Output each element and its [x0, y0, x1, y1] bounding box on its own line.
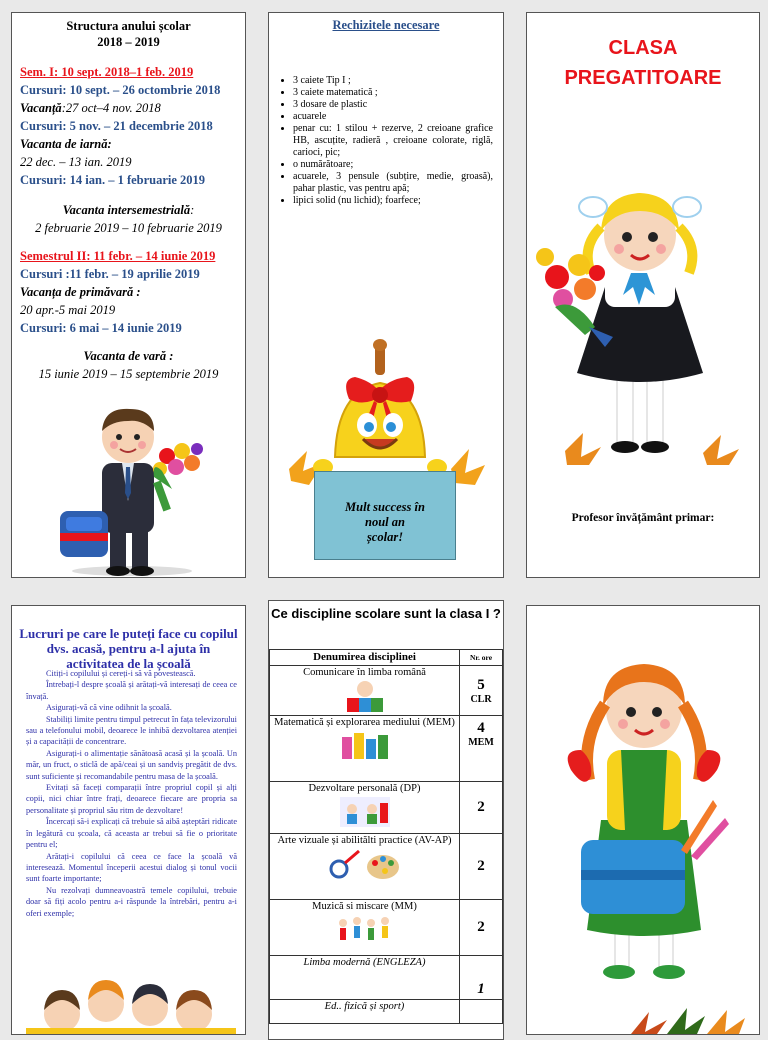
courses-4: Cursuri :11 febr. – 19 aprilie 2019	[20, 267, 200, 281]
column-header-hours: Nr. ore	[460, 650, 503, 666]
schoolboy-illustration	[42, 401, 222, 577]
table-row	[270, 1000, 503, 1024]
dancing-children-icon	[335, 915, 395, 945]
semester-1: Sem. I: 10 sept. 2018–1 feb. 2019	[20, 65, 194, 79]
supplies-list	[279, 75, 493, 207]
subject-name: Dezvoltare personală (DP)	[308, 783, 421, 794]
table-row	[270, 900, 503, 956]
supplies-item: • 3 caiete Tip I ;	[293, 75, 493, 87]
table-header-row	[270, 650, 503, 666]
column-header-name: Denumirea disciplinei	[270, 650, 460, 666]
table-row	[270, 956, 503, 1000]
sign-line: școlar!	[366, 530, 404, 544]
tip-paragraph: Asigurați-i o alimentație sănătoasă acasă și la școală. Un măr, un fruct, o sticlă de apă/ceai și un sandviș pregătit de dvs. sunt suficiente și recomandabile pentru masa de la școală.	[26, 748, 237, 781]
sign-line: noul an	[365, 515, 405, 529]
subject-abbr: CLR	[470, 693, 492, 705]
supplies-item: • lipici solid (nu lichid); foarfece;	[293, 195, 493, 207]
supplies-item: • acuarele, 3 pensule (subțire, medie, groasă), pahar plastic, vas pentru apă;	[293, 171, 493, 195]
autumn-leaves-icon	[627, 994, 747, 1034]
numbers-icon	[340, 731, 390, 763]
cover-panel	[526, 12, 760, 578]
subjects-title: Ce discipline scolare sunt la clasa I ?	[271, 606, 501, 621]
subject-name: Muzică si miscare (MM)	[312, 901, 417, 912]
classroom-icon	[340, 797, 390, 827]
illustration-panel	[526, 605, 760, 1035]
summer-vacation-label: Vacanta de vară :	[83, 349, 174, 363]
subject-hours: 5	[477, 676, 485, 693]
subject-name: Arte vizuale și abilitălti practice (AV-AP)	[277, 835, 452, 846]
winter-vacation-label: Vacanta de iarnă:	[20, 137, 112, 151]
tip-paragraph: Asigurați-vă că vine odihnit la școală.	[46, 703, 172, 713]
subject-name: Matematică și explorarea mediului (MEM)	[274, 717, 455, 728]
class-title-line2: PREGATITOARE	[564, 67, 722, 89]
supplies-item: • 3 caiete matematică ;	[293, 87, 493, 99]
subject-hours: 1	[477, 981, 485, 997]
tip-paragraph: Evitați să faceți comparații între propriul copil și alți copii, nici chiar între frați, deoarece fiecare are propria sa personalitate și propriul său ritm de dezvoltare!	[26, 783, 237, 815]
schoolgirl-illustration	[535, 177, 753, 467]
courses-5: Cursuri: 6 mai – 14 iunie 2019	[20, 321, 182, 335]
class-title-line1: CLASA	[608, 37, 678, 59]
subject-name: Comunicare în limba română	[303, 667, 426, 678]
tips-body	[26, 668, 237, 919]
summer-vacation-dates: 15 iunie 2019 – 15 septembrie 2019	[38, 367, 219, 381]
tip-paragraph: Citiți-i copilului și cereți-i să vă povestească.	[46, 669, 196, 678]
subject-name: Limba modernă (ENGLEZA)	[303, 957, 426, 968]
tip-paragraph: Încercați să-i explicați că trebuie să aibă așteptări ridicate în legătură cu școala, că aceasta ar trebui să fie o prioritate pentru el;	[26, 817, 237, 850]
table-row	[270, 782, 503, 834]
spring-vacation-dates: 20 apr.-5 mai 2019	[20, 303, 116, 317]
table-row	[270, 666, 503, 716]
school-year-title: Structura anului școlar	[66, 19, 191, 33]
tips-title: Lucruri pe care le puteți face cu copilul dvs. acasă, pentru a-l ajuta în activitatea de la școală	[19, 626, 238, 671]
courses-2: Cursuri: 5 nov. – 21 decembrie 2018	[20, 119, 213, 133]
tip-paragraph: Stabiliți limite pentru timpul petrecut în fața televizorului sau a telefonului mobil, deoarece le inhibă dezvoltarea atenției și a capacității de concentrare.	[26, 714, 237, 747]
courses-1: Cursuri: 10 sept. – 26 octombrie 2018	[20, 83, 221, 97]
supplies-item: • acuarele	[293, 111, 493, 123]
semester-2: Semestrul II: 11 febr. – 14 iunie 2019	[20, 249, 216, 263]
tip-paragraph: Arătați-i copilului că ceea ce face la școală vă interesează. Momentul începerii acestui dialog și tonul vocii sunt foarte importante;	[26, 851, 237, 884]
good-luck-sign	[314, 471, 456, 560]
children-illustration	[26, 974, 236, 1034]
tip-paragraph: Nu rezolvați dumneavoastră temele copilului, trebuie doar să fiți acolo pentru a-i răspunde la întrebări, pentru a-i oferi exemple;	[26, 885, 237, 918]
art-supplies-icon	[325, 849, 405, 881]
supplies-panel	[268, 12, 504, 578]
supplies-title: Rechizitele necesare	[332, 18, 440, 32]
supplies-item: • o numărătoare;	[293, 159, 493, 171]
tip-paragraph: Întrebați-l despre școală și arătați-vă interesați de ceea ce învață.	[26, 680, 237, 701]
subject-hours: 2	[477, 858, 485, 874]
school-year-range: 2018 – 2019	[97, 35, 160, 49]
subjects-table	[269, 649, 503, 1024]
school-bell-illustration	[279, 339, 495, 489]
vacation-1: Vacanță:27 oct–4 nov. 2018	[20, 101, 161, 115]
table-row	[270, 716, 503, 782]
intersemester-vacation-label: Vacanta intersemestrială:	[62, 203, 195, 217]
courses-3: Cursuri: 14 ian. – 1 februarie 2019	[20, 173, 206, 187]
teacher-label: Profesor învățământ primar:	[571, 512, 715, 524]
sign-line: Mult success în	[345, 500, 425, 514]
tips-panel	[11, 605, 246, 1035]
supplies-item: • 3 dosare de plastic	[293, 99, 493, 111]
winter-vacation-dates: 22 dec. – 13 ian. 2019	[20, 155, 132, 169]
subject-hours: 4	[477, 720, 485, 736]
abc-icon	[345, 680, 385, 714]
girl-with-backpack-illustration	[541, 650, 747, 1030]
subject-hours: 2	[477, 799, 485, 815]
supplies-item: • penar cu: 1 stilou + rezerve, 2 creioane grafice HB, ascuțite, radieră , creioane colorate, riglă, carioci, pic;	[293, 123, 493, 159]
subject-abbr: MEM	[468, 737, 494, 748]
school-year-panel	[11, 12, 246, 578]
subject-name: Ed.. fizică și sport)	[324, 1001, 405, 1012]
subject-hours: 2	[477, 919, 485, 935]
intersemester-vacation-dates: 2 februarie 2019 – 10 februarie 2019	[35, 221, 222, 235]
spring-vacation-label: Vacanța de primăvară :	[20, 285, 141, 299]
table-row	[270, 834, 503, 900]
subjects-panel	[268, 600, 504, 1040]
